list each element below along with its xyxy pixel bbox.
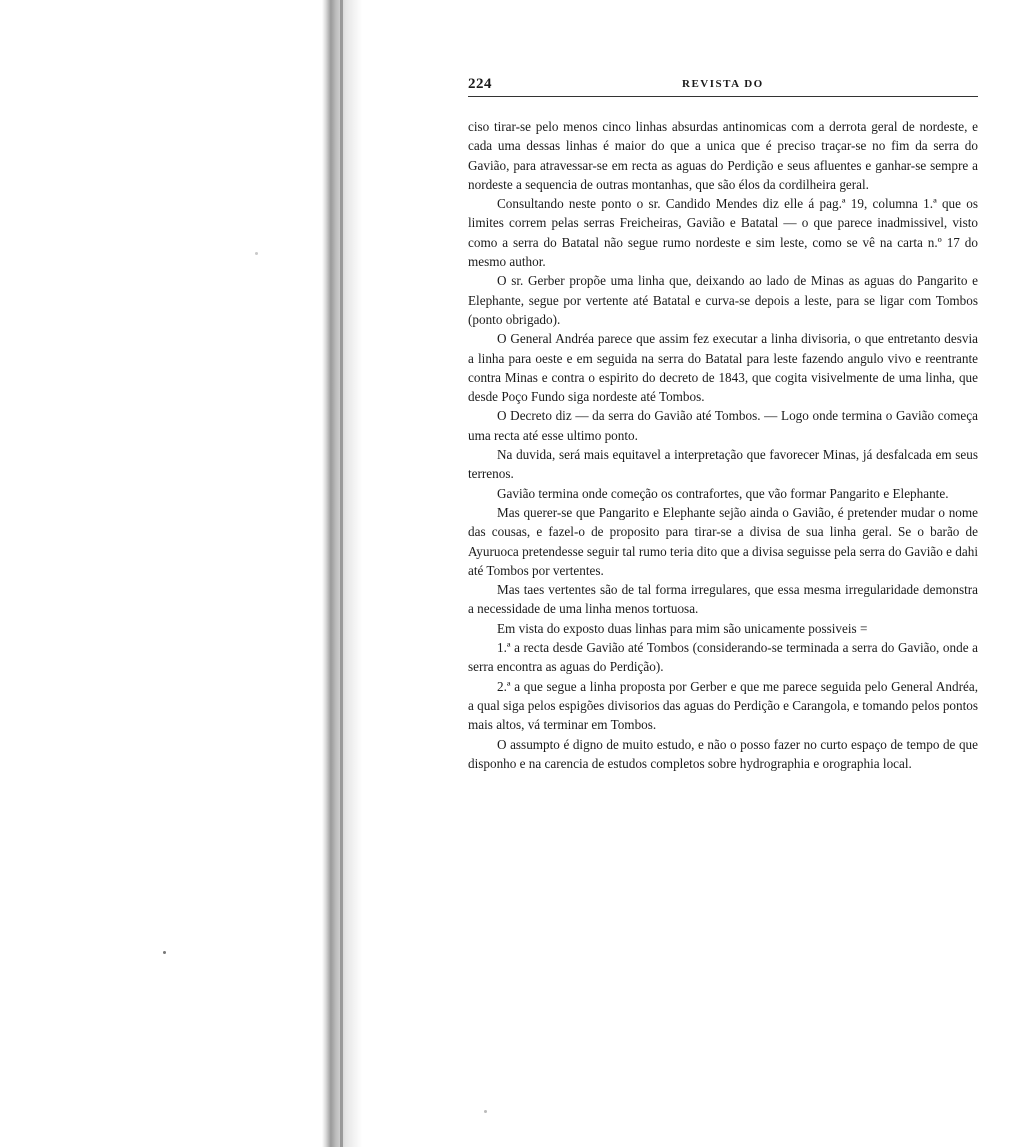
paragraph: Consultando neste ponto o sr. Candido Mendes diz elle á pag.ª 19, columna 1.ª que os limites correm pelas serras Freicheiras, Gavião e Batatal — o que parece inadmissivel, visto como a serra do Batatal não segue rumo nordeste e sim leste, como se vê na carta n.º 17 do mesmo author. bbox=[468, 196, 978, 270]
paragraph: O sr. Gerber propõe uma linha que, deixando ao lado de Minas as aguas do Pangarito e Elephante, segue por vertente até Batatal e curva-se depois a leste, para se ligar com Tombos (ponto obrigado). bbox=[468, 273, 978, 327]
body-text bbox=[468, 117, 978, 773]
paragraph: Em vista do exposto duas linhas para mim são unicamente possiveis = bbox=[497, 620, 868, 636]
book-page bbox=[468, 76, 978, 773]
paragraph: Mas querer-se que Pangarito e Elephante sejão ainda o Gavião, é pretender mudar o nome das cousas, e fazel-o de proposito para tirar-se a divisa de sua linha geral. Se o barão de Ayuruoca pretendesse seguir tal rumo teria dito que a divisa seguisse pela serra do Gavião e dahi até Tombos por vertentes. bbox=[468, 504, 978, 578]
paragraph: Gavião termina onde começão os contrafortes, que vão formar Pangarito e Elephante. bbox=[497, 485, 949, 501]
paragraph: Na duvida, será mais equitavel a interpretação que favorecer Minas, já desfalcada em seus terrenos. bbox=[468, 447, 978, 482]
scan-speck bbox=[484, 1110, 487, 1113]
scan-speck bbox=[163, 951, 166, 954]
paragraph: 2.ª a que segue a linha proposta por Gerber e que me parece seguida pelo General Andréa, a qual siga pelos espigões divisorios das aguas do Perdição e Carangola, e tomando pelos pontos mais altos, vá terminar em Tombos. bbox=[468, 678, 978, 733]
paragraph: O Decreto diz — da serra do Gavião até Tombos. — Logo onde termina o Gavião começa uma recta até esse ultimo ponto. bbox=[468, 408, 978, 443]
paragraph: ciso tirar-se pelo menos cinco linhas absurdas antinomicas com a derrota geral de nordeste, e cada uma dessas linhas é maior do que a unica que é preciso traçar-se no fim da serra do Gavião, para atravessar-se em recta as aguas do Perdição e seus afluentes e ganhar-se sempre a nordeste a sequencia de outras montanhas, que são élos da cordilheira geral. bbox=[468, 119, 978, 192]
paragraph: O assumpto é digno de muito estudo, e não o posso fazer no curto espaço de tempo de que disponho e na carencia de estudos completos sobre hydrographia e orographia local. bbox=[468, 736, 978, 771]
paragraph: Mas taes vertentes são de tal forma irregulares, que essa mesma irregularidade demonstra a necessidade de uma linha menos tortuosa. bbox=[468, 582, 978, 617]
paragraph: 1.ª a recta desde Gavião até Tombos (considerando-se terminada a serra do Gavião, onde a serra encontra as aguas do Perdição). bbox=[468, 640, 978, 675]
scan-speck bbox=[255, 252, 258, 255]
running-head: REVISTA DO bbox=[682, 78, 764, 90]
page-number: 224 bbox=[468, 76, 492, 92]
binding-line bbox=[340, 0, 343, 1147]
paragraph: O General Andréa parece que assim fez executar a linha divisoria, o que entretanto desvia a linha para oeste e em seguida na serra do Batatal para leste fazendo angulo vivo e reentrante contra Minas e contra o espirito do decreto de 1843, que cogita visivelmente de uma linha, que desde Poço Fundo siga nordeste até Tombos. bbox=[468, 331, 978, 405]
page-header bbox=[468, 76, 978, 97]
